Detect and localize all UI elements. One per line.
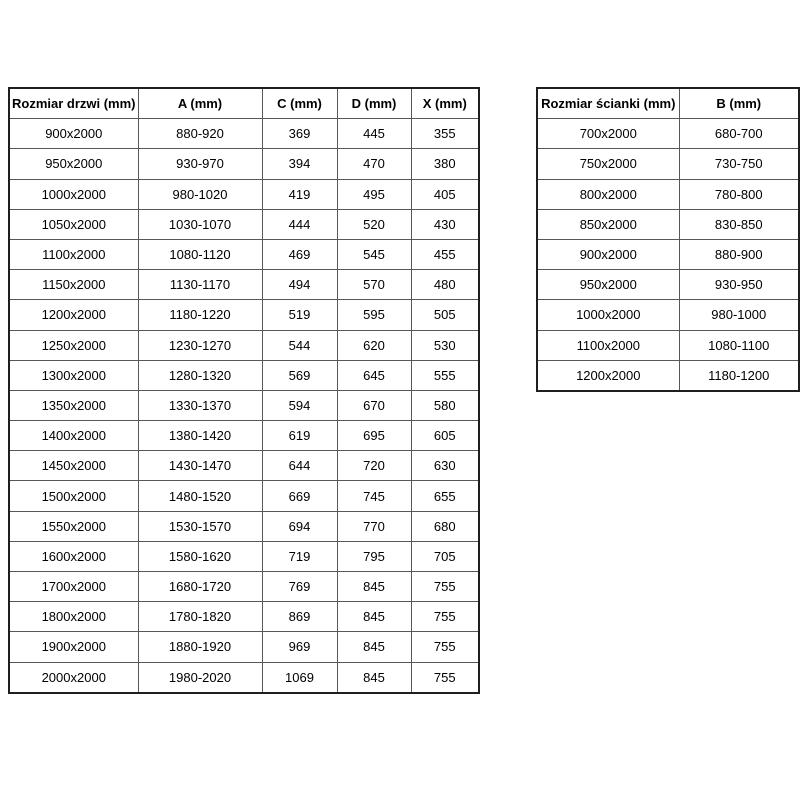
table-cell: 980-1000: [679, 300, 799, 330]
table-cell: 355: [411, 119, 479, 149]
table-cell: 645: [337, 360, 411, 390]
table-row: [9, 421, 479, 451]
table-cell: 1530-1570: [138, 511, 262, 541]
table-row: [9, 602, 479, 632]
table-cell: 880-900: [679, 239, 799, 269]
table-cell: 469: [262, 239, 337, 269]
table-cell: 455: [411, 239, 479, 269]
table-cell: 444: [262, 209, 337, 239]
table-cell: 580: [411, 390, 479, 420]
table-cell: 1400x2000: [9, 421, 138, 451]
table-cell: 1330-1370: [138, 390, 262, 420]
table-cell: 850x2000: [537, 209, 679, 239]
table-row: [537, 270, 799, 300]
table-row: [9, 662, 479, 693]
table-cell: 780-800: [679, 179, 799, 209]
table-cell: 950x2000: [9, 149, 138, 179]
table-cell: 1430-1470: [138, 451, 262, 481]
table-cell: 655: [411, 481, 479, 511]
table-cell: 755: [411, 662, 479, 693]
table-cell: 2000x2000: [9, 662, 138, 693]
table-cell: 845: [337, 662, 411, 693]
table-cell: 1230-1270: [138, 330, 262, 360]
table-cell: 769: [262, 572, 337, 602]
column-header: Rozmiar ścianki (mm): [537, 88, 679, 119]
table-cell: 630: [411, 451, 479, 481]
table-cell: 530: [411, 330, 479, 360]
table-cell: 394: [262, 149, 337, 179]
table-cell: 930-950: [679, 270, 799, 300]
table-cell: 1200x2000: [9, 300, 138, 330]
wall-sizes-table: [536, 87, 800, 392]
table-cell: 930-970: [138, 149, 262, 179]
table-cell: 1800x2000: [9, 602, 138, 632]
table-cell: 605: [411, 421, 479, 451]
table-row: [537, 330, 799, 360]
table-row: [537, 119, 799, 149]
table-cell: 730-750: [679, 149, 799, 179]
table-row: [9, 481, 479, 511]
table-cell: 694: [262, 511, 337, 541]
table-cell: 1130-1170: [138, 270, 262, 300]
table-header-row: [9, 88, 479, 119]
table-cell: 555: [411, 360, 479, 390]
table-cell: 1480-1520: [138, 481, 262, 511]
table-cell: 1580-1620: [138, 541, 262, 571]
table-row: [537, 239, 799, 269]
door-sizes-table: [8, 87, 480, 694]
column-header: Rozmiar drzwi (mm): [9, 88, 138, 119]
table-header-row: [537, 88, 799, 119]
table-row: [9, 179, 479, 209]
table-cell: 569: [262, 360, 337, 390]
table-cell: 1200x2000: [537, 360, 679, 391]
table-cell: 770: [337, 511, 411, 541]
table-cell: 900x2000: [9, 119, 138, 149]
table-cell: 830-850: [679, 209, 799, 239]
table-cell: 570: [337, 270, 411, 300]
table-row: [9, 632, 479, 662]
table-row: [537, 209, 799, 239]
table-row: [9, 300, 479, 330]
table-row: [537, 360, 799, 391]
column-header: B (mm): [679, 88, 799, 119]
table-cell: 470: [337, 149, 411, 179]
table-cell: 1250x2000: [9, 330, 138, 360]
table-cell: 880-920: [138, 119, 262, 149]
table-cell: 719: [262, 541, 337, 571]
table-cell: 430: [411, 209, 479, 239]
table-cell: 1350x2000: [9, 390, 138, 420]
table-cell: 1030-1070: [138, 209, 262, 239]
table-row: [9, 119, 479, 149]
table-cell: 1100x2000: [537, 330, 679, 360]
table-cell: 980-1020: [138, 179, 262, 209]
table-row: [9, 239, 479, 269]
table-row: [9, 511, 479, 541]
table-cell: 619: [262, 421, 337, 451]
table-cell: 745: [337, 481, 411, 511]
table-row: [537, 300, 799, 330]
table-row: [537, 149, 799, 179]
table-cell: 755: [411, 602, 479, 632]
table-cell: 1180-1220: [138, 300, 262, 330]
table-cell: 519: [262, 300, 337, 330]
table-cell: 669: [262, 481, 337, 511]
table-cell: 419: [262, 179, 337, 209]
column-header: D (mm): [337, 88, 411, 119]
table-cell: 680: [411, 511, 479, 541]
table-cell: 1080-1100: [679, 330, 799, 360]
table-cell: 494: [262, 270, 337, 300]
table-cell: 1280-1320: [138, 360, 262, 390]
table-cell: 505: [411, 300, 479, 330]
table-cell: 680-700: [679, 119, 799, 149]
table-cell: 750x2000: [537, 149, 679, 179]
table-row: [9, 390, 479, 420]
table-cell: 1600x2000: [9, 541, 138, 571]
table-cell: 1300x2000: [9, 360, 138, 390]
table-cell: 1180-1200: [679, 360, 799, 391]
table-cell: 755: [411, 632, 479, 662]
table-cell: 480: [411, 270, 479, 300]
table-row: [9, 209, 479, 239]
table-row: [9, 360, 479, 390]
table-cell: 1380-1420: [138, 421, 262, 451]
table-cell: 845: [337, 602, 411, 632]
table-cell: 1100x2000: [9, 239, 138, 269]
table-cell: 620: [337, 330, 411, 360]
table-cell: 900x2000: [537, 239, 679, 269]
table-cell: 545: [337, 239, 411, 269]
table-cell: 369: [262, 119, 337, 149]
table-row: [9, 149, 479, 179]
table-cell: 1069: [262, 662, 337, 693]
table-cell: 520: [337, 209, 411, 239]
table-cell: 755: [411, 572, 479, 602]
table-cell: 380: [411, 149, 479, 179]
table-cell: 595: [337, 300, 411, 330]
table-cell: 405: [411, 179, 479, 209]
column-header: A (mm): [138, 88, 262, 119]
table-row: [9, 270, 479, 300]
table-cell: 795: [337, 541, 411, 571]
column-header: X (mm): [411, 88, 479, 119]
table-cell: 720: [337, 451, 411, 481]
column-header: C (mm): [262, 88, 337, 119]
table-cell: 1900x2000: [9, 632, 138, 662]
table-cell: 1150x2000: [9, 270, 138, 300]
table-cell: 695: [337, 421, 411, 451]
table-row: [9, 541, 479, 571]
table-row: [9, 572, 479, 602]
table-row: [9, 451, 479, 481]
table-cell: 800x2000: [537, 179, 679, 209]
table-cell: 1050x2000: [9, 209, 138, 239]
table-cell: 1450x2000: [9, 451, 138, 481]
table-cell: 495: [337, 179, 411, 209]
table-cell: 845: [337, 632, 411, 662]
table-row: [537, 179, 799, 209]
table-cell: 869: [262, 602, 337, 632]
table-cell: 1780-1820: [138, 602, 262, 632]
table-cell: 1000x2000: [537, 300, 679, 330]
table-cell: 1980-2020: [138, 662, 262, 693]
table-cell: 700x2000: [537, 119, 679, 149]
table-cell: 594: [262, 390, 337, 420]
table-cell: 845: [337, 572, 411, 602]
table-cell: 1080-1120: [138, 239, 262, 269]
table-cell: 1680-1720: [138, 572, 262, 602]
table-cell: 1000x2000: [9, 179, 138, 209]
table-row: [9, 330, 479, 360]
table-cell: 950x2000: [537, 270, 679, 300]
table-cell: 445: [337, 119, 411, 149]
table-cell: 1880-1920: [138, 632, 262, 662]
table-cell: 644: [262, 451, 337, 481]
table-cell: 544: [262, 330, 337, 360]
table-cell: 969: [262, 632, 337, 662]
table-cell: 1700x2000: [9, 572, 138, 602]
table-cell: 1550x2000: [9, 511, 138, 541]
table-cell: 670: [337, 390, 411, 420]
table-cell: 705: [411, 541, 479, 571]
table-cell: 1500x2000: [9, 481, 138, 511]
